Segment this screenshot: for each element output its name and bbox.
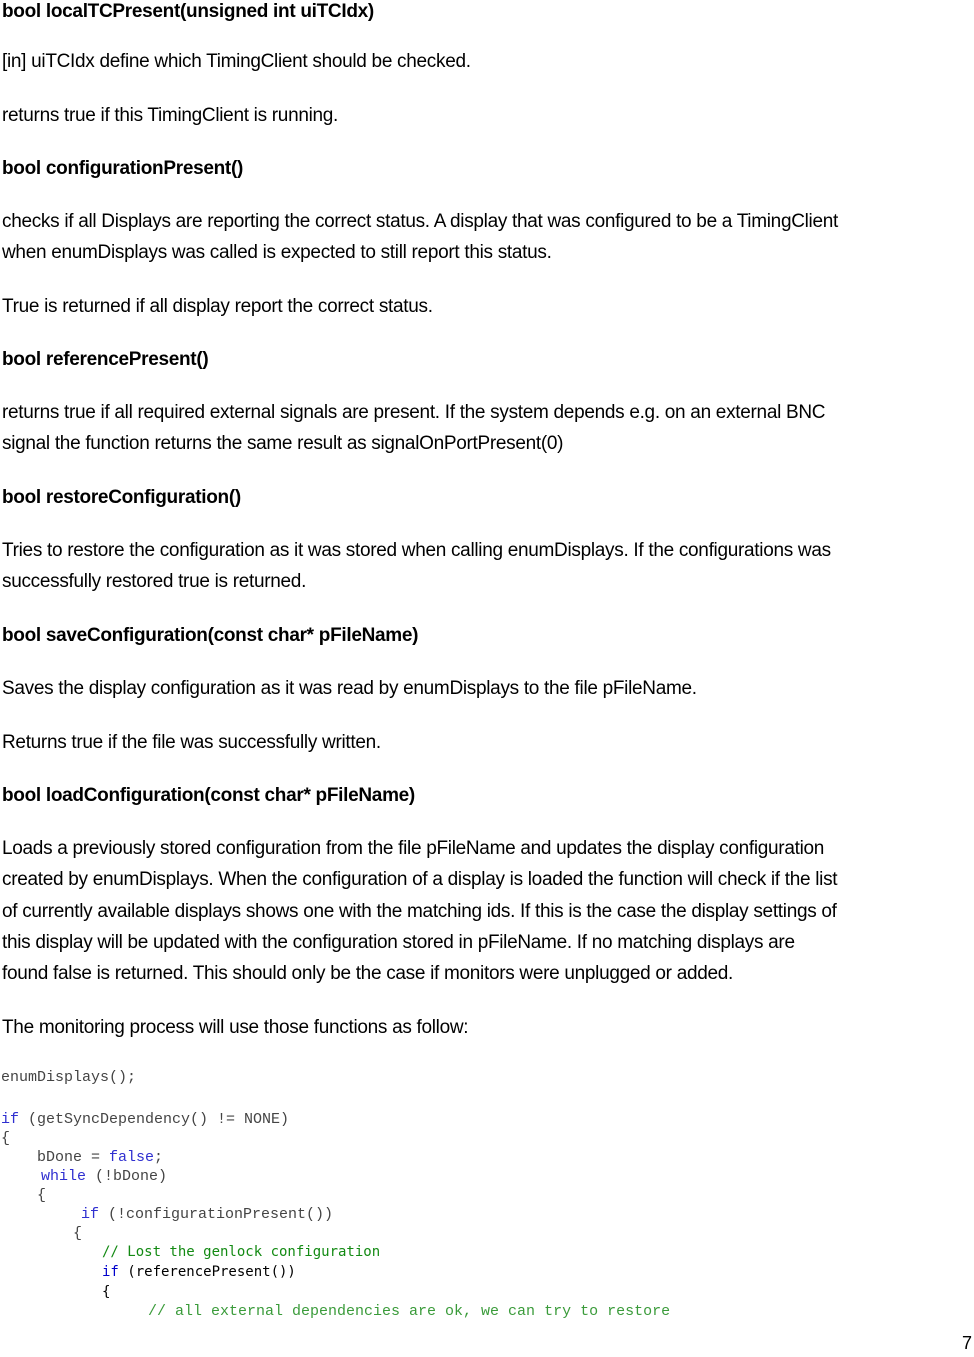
heading-loadConfiguration: bool loadConfiguration(const char* pFileName)	[2, 785, 415, 806]
paragraph: returns true if all required external signals are present. If the system depends e.g. on an external BNC	[2, 402, 826, 423]
paragraph: successfully restored true is returned.	[2, 571, 307, 592]
code-comment: // all external dependencies are ok, we can try to restore	[148, 1303, 671, 1320]
code-line: bDone = false;	[1, 1149, 164, 1166]
code-line: if (referencePresent())	[102, 1264, 296, 1280]
heading-restoreConfiguration: bool restoreConfiguration()	[2, 487, 241, 508]
page-number: 7	[961, 1333, 972, 1353]
code-comment: // Lost the genlock configuration	[102, 1244, 381, 1260]
code-line: {	[1, 1187, 47, 1204]
code-line: if (!configurationPresent())	[81, 1206, 334, 1223]
heading-saveConfiguration: bool saveConfiguration(const char* pFileName)	[2, 625, 419, 646]
code-line: enumDisplays();	[1, 1069, 137, 1086]
paragraph: [in] uiTCIdx define which TimingClient should be checked.	[2, 51, 471, 72]
paragraph: Saves the display configuration as it was read by enumDisplays to the file pFileName.	[2, 678, 697, 699]
paragraph: checks if all Displays are reporting the correct status. A display that was configured to be a TimingClient	[2, 211, 838, 232]
paragraph: created by enumDisplays. When the configuration of a display is loaded the function will check if the list	[2, 869, 838, 890]
paragraph: Loads a previously stored configuration from the file pFileName and updates the display configuration	[2, 838, 825, 859]
code-line: while (!bDone)	[41, 1168, 168, 1185]
code-line: {	[1, 1130, 11, 1147]
code-line: if (getSyncDependency() != NONE)	[1, 1111, 290, 1128]
heading-configurationPresent: bool configurationPresent()	[2, 158, 244, 179]
paragraph: Returns true if the file was successfully written.	[2, 732, 381, 753]
paragraph: True is returned if all display report the correct status.	[2, 296, 433, 317]
paragraph: when enumDisplays was called is expected to still report this status.	[2, 242, 552, 263]
paragraph: signal the function returns the same result as signalOnPortPresent(0)	[2, 433, 564, 454]
heading-localTCPresent: bool localTCPresent(unsigned int uiTCIdx)	[2, 1, 374, 22]
paragraph: found false is returned. This should only be the case if monitors were unplugged or added.	[2, 963, 734, 984]
paragraph: Tries to restore the configuration as it was stored when calling enumDisplays. If the configurations was	[2, 540, 831, 561]
paragraph: returns true if this TimingClient is running.	[2, 105, 339, 126]
intro-paragraph: The monitoring process will use those functions as follow:	[2, 1017, 469, 1038]
code-line: {	[102, 1284, 111, 1300]
code-line: {	[1, 1225, 83, 1242]
paragraph: of currently available displays shows one with the matching ids. If this is the case the display settings of	[2, 901, 837, 922]
paragraph: this display will be updated with the configuration stored in pFileName. If no matching displays are	[2, 932, 795, 953]
heading-referencePresent: bool referencePresent()	[2, 349, 209, 370]
